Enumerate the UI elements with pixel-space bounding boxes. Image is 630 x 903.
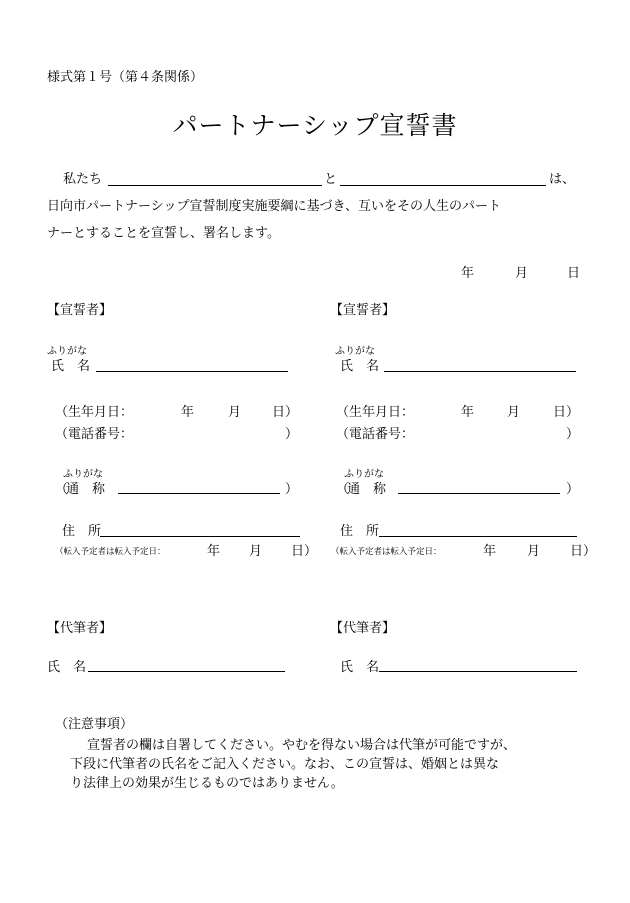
phone-close-left: ） xyxy=(285,427,299,442)
move-in-day-right: 日 xyxy=(570,544,584,559)
move-in-month-right: 月 xyxy=(527,544,541,559)
address-label-left: 住 所 xyxy=(62,524,102,539)
date-month-label: 月 xyxy=(515,266,529,281)
move-in-label-right: （転入予定者は転入予定日： xyxy=(331,547,442,557)
oath-heading-right: 【宣誓者】 xyxy=(330,303,396,318)
intro-line3: ナーとすることを宣誓し、署名します。 xyxy=(47,226,280,241)
move-in-month-left: 月 xyxy=(249,544,263,559)
address-field-left[interactable] xyxy=(100,536,300,537)
form-number: 様式第１号（第４条関係） xyxy=(47,70,204,85)
name-field-left[interactable] xyxy=(96,371,288,372)
notes-title: （注意事項） xyxy=(55,717,134,732)
move-in-close-left: ） xyxy=(304,544,318,559)
partner2-name-line[interactable] xyxy=(340,185,546,186)
date-day-label: 日 xyxy=(567,266,581,281)
dob-close-left: ） xyxy=(285,405,299,420)
proxy-heading-right: 【代筆者】 xyxy=(330,621,396,636)
proxy-name-label-right: 氏 名 xyxy=(340,660,380,675)
proxy-name-label-left: 氏 名 xyxy=(47,660,87,675)
partner1-name-line[interactable] xyxy=(108,185,322,186)
dob-label-left: （生年月日： xyxy=(55,405,134,420)
oath-heading-left: 【宣誓者】 xyxy=(47,303,113,318)
name-label-right: 氏 名 xyxy=(340,359,380,374)
intro-line2: 日向市パートナーシップ宣誓制度実施要綱に基づき、互いをその人生のパート xyxy=(47,199,501,214)
phone-label-right: （電話番号： xyxy=(336,427,415,442)
move-in-year-right: 年 xyxy=(483,544,497,559)
dob-day-left: 日 xyxy=(272,405,286,420)
proxy-heading-left: 【代筆者】 xyxy=(47,621,113,636)
name-field-right[interactable] xyxy=(384,371,576,372)
notes-line2: 下段に代筆者の氏名をご記入ください。なお、この宣誓は、婚姻とは異な xyxy=(70,757,500,772)
dob-month-left: 月 xyxy=(228,405,242,420)
proxy-name-field-right[interactable] xyxy=(379,671,577,672)
dob-label-right: （生年月日： xyxy=(336,405,415,420)
phone-label-left: （電話番号： xyxy=(55,427,134,442)
alias-field-right[interactable] xyxy=(398,493,560,494)
dob-month-right: 月 xyxy=(507,405,521,420)
move-in-day-left: 日 xyxy=(291,544,305,559)
name-label-left: 氏 名 xyxy=(51,359,91,374)
page-title: パートナーシップ宣誓書 xyxy=(172,111,458,140)
address-field-right[interactable] xyxy=(379,536,577,537)
alias-close-left: ） xyxy=(285,482,299,497)
intro-end: は、 xyxy=(549,172,576,187)
alias-open-right: （ xyxy=(336,482,350,497)
alias-field-left[interactable] xyxy=(118,493,280,494)
furigana-label-left: ふりがな xyxy=(47,346,87,357)
date-year-label: 年 xyxy=(461,266,475,281)
alias-label-right: 通 称 xyxy=(347,482,387,497)
notes-line3: り法律上の効果が生じるものではありません。 xyxy=(70,776,344,791)
move-in-label-left: （転入予定者は転入予定日： xyxy=(55,547,166,557)
furigana-label-right: ふりがな xyxy=(335,346,375,357)
move-in-close-right: ） xyxy=(583,544,597,559)
dob-day-right: 日 xyxy=(553,405,567,420)
dob-close-right: ） xyxy=(566,405,580,420)
phone-close-right: ） xyxy=(566,427,580,442)
intro-connector: と xyxy=(324,172,338,187)
alias-label-left: 通 称 xyxy=(66,482,106,497)
alias-open-left: （ xyxy=(55,482,69,497)
notes-line1: 宣誓者の欄は自署してください。やむを得ない場合は代筆が可能ですが、 xyxy=(87,738,517,753)
alias-furigana-left: ふりがな xyxy=(63,469,103,480)
proxy-name-field-left[interactable] xyxy=(88,671,285,672)
dob-year-left: 年 xyxy=(181,405,195,420)
alias-close-right: ） xyxy=(566,482,580,497)
intro-lead: 私たち xyxy=(63,172,103,187)
move-in-year-left: 年 xyxy=(207,544,221,559)
dob-year-right: 年 xyxy=(461,405,475,420)
address-label-right: 住 所 xyxy=(340,524,380,539)
alias-furigana-right: ふりがな xyxy=(344,469,384,480)
